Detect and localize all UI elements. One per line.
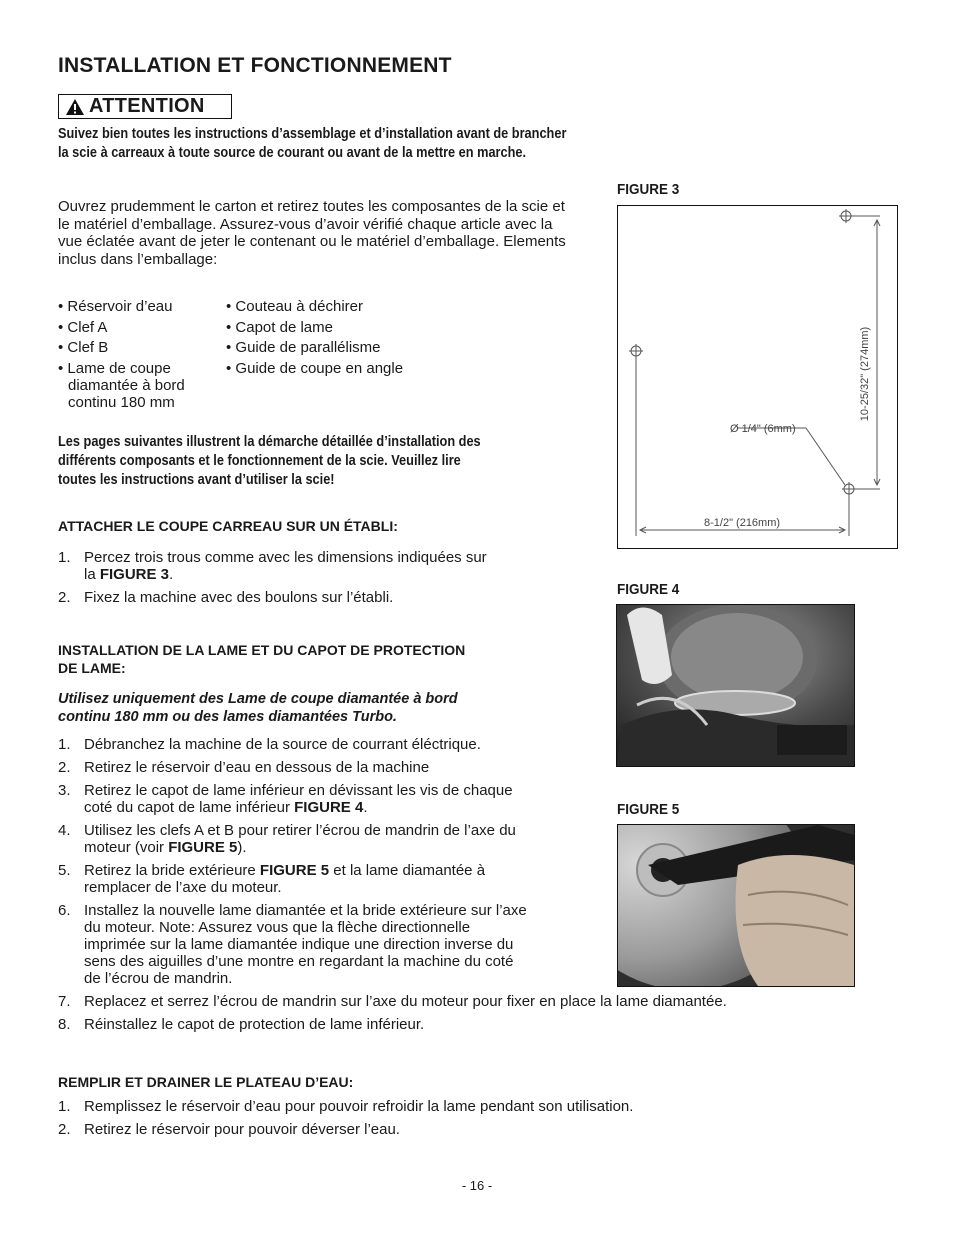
intro-paragraph: Ouvrez prudemment le carton et retirez toutes les composantes de la scie et le matériel d’emballage. Assurez-vous d’avoir vérifié chaque article avec la vue éclatée avant de jeter le contenant ou le matériel d’emballage. Elements inclus dans l’emballage: <box>58 198 566 268</box>
figure-3-label: FIGURE 3 <box>617 181 680 198</box>
list-item: 7. Replacez et serrez l’écrou de mandrin sur l’axe du moteur pour fixer en place la lame diamantée. <box>58 993 727 1010</box>
page-number: - 16 - <box>461 1178 493 1193</box>
list-item: 8. Réinstallez le capot de protection de lame inférieur. <box>58 1016 425 1033</box>
attention-lead: Suivez bien toutes les instructions d’assemblage et d’installation avant de brancher la scie à carreaux à toute source de courant ou avant de la mettre en marche. <box>58 126 567 161</box>
list-item: 4. Utilisez les clefs A et B pour retirer l’écrou de mandrin de l’axe du moteur (voir FIGURE 5). <box>58 822 516 856</box>
dim-hole-label: Ø 1/4" (6mm) <box>730 423 796 435</box>
list-item: 6. Installez la nouvelle lame diamantée et la bride extérieure sur l’axe du moteur. Note: Assurez vous que la flèche directionnelle imprimée sur la lame diamantée indique une direction inverse du sens des aiguilles d’une montre en regardant la machine du coté de l’écrou de mandrin. <box>58 902 527 987</box>
attention-banner <box>58 94 232 119</box>
attention-label: ATTENTION <box>89 95 205 117</box>
figure-4-label: FIGURE 4 <box>617 581 680 598</box>
figure-4-photo <box>616 604 855 767</box>
dim-vertical-label: 10-25/32" (274mm) <box>859 326 871 422</box>
figure-5-label: FIGURE 5 <box>617 801 680 818</box>
warning-triangle-icon <box>65 98 85 116</box>
water-steps <box>58 1098 818 1144</box>
list-item: • Réservoir d’eau <box>58 298 173 315</box>
figure-5-photo <box>617 824 855 987</box>
page-title: INSTALLATION ET FONCTIONNEMENT <box>58 54 452 77</box>
list-item: • Couteau à déchirer <box>226 298 363 315</box>
figure-3-drawing <box>617 205 898 549</box>
list-item: • Guide de coupe en angle <box>226 359 404 377</box>
list-item-cont: diamantée à bord <box>68 376 185 394</box>
section-heading-blade: INSTALLATION DE LA LAME ET DU CAPOT DE PROTECTION DE LAME: <box>58 642 466 676</box>
package-list-col2 <box>226 298 403 377</box>
list-item: • Capot de lame <box>226 318 333 336</box>
section-heading-bench: ATTACHER LE COUPE CARREAU SUR UN ÉTABLI: <box>58 518 398 534</box>
list-item-cont: continu 180 mm <box>68 393 175 411</box>
bench-steps <box>58 549 578 612</box>
mounting-holes-diagram <box>618 206 897 548</box>
list-item: 1. Remplissez le réservoir d’eau pour pouvoir refroidir la lame pendant son utilisation. <box>58 1098 634 1115</box>
dim-horizontal-label: 8-1/2" (216mm) <box>704 517 781 529</box>
section-heading-water: REMPLIR ET DRAINER LE PLATEAU D’EAU: <box>58 1074 354 1090</box>
blade-note: Utilisez uniquement des Lame de coupe diamantée à bord continu 180 mm ou des lames diamantées Turbo. <box>58 691 458 725</box>
list-item: 2. Retirez le réservoir pour pouvoir déverser l’eau. <box>58 1121 400 1138</box>
list-item: 1. Percez trois trous comme avec les dimensions indiquées sur la FIGURE 3. <box>58 549 487 583</box>
list-item: 2. Retirez le réservoir d’eau en dessous de la machine <box>58 759 430 776</box>
list-item: • Guide de parallélisme <box>226 339 381 356</box>
list-item: • Lame de coupe <box>58 359 171 377</box>
list-item: 3. Retirez le capot de lame inférieur en dévissant les vis de chaque coté du capot de lame inférieur FIGURE 4. <box>58 782 513 816</box>
guide-note: Les pages suivantes illustrent la démarche détaillée d’installation des différents composants et le fonctionnement de la scie. Veuillez lire toutes les instructions avant d’utiliser la scie! <box>58 434 481 488</box>
list-item: 1. Débranchez la machine de la source de courrant éléctrique. <box>58 736 481 753</box>
list-item: 5. Retirez la bride extérieure FIGURE 5 et la lame diamantée à remplacer de l’axe du moteur. <box>58 862 486 896</box>
list-item: • Clef A <box>58 318 108 336</box>
list-item: 2. Fixez la machine avec des boulons sur l’établi. <box>58 589 394 606</box>
list-item: • Clef B <box>58 339 109 356</box>
package-list-col1 <box>58 298 185 411</box>
